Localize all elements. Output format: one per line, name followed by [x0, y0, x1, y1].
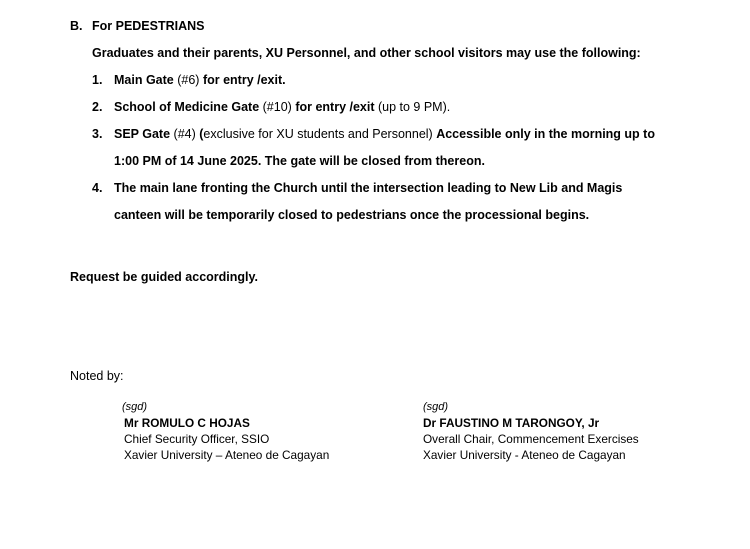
item-text-bold: for entry /exit.: [202, 73, 286, 87]
signatory-block: [423, 399, 639, 463]
noted-by-label: Noted by:: [70, 369, 124, 383]
section-letter: B.: [70, 19, 83, 33]
item-text: (#4): [170, 127, 200, 141]
signature-mark: (sgd): [423, 401, 449, 413]
list-item: [114, 100, 450, 114]
item-number: 4.: [92, 181, 103, 195]
section-title: For PEDESTRIANS: [92, 19, 205, 33]
list-item-continuation: 1:00 PM of 14 June 2025. The gate will be closed from thereon.: [114, 154, 485, 168]
signatory-title: Chief Security Officer, SSIO: [124, 432, 270, 446]
item-text: (up to 9 PM).: [374, 100, 451, 114]
section-intro: Graduates and their parents, XU Personnel, and other school visitors may use the following:: [92, 46, 641, 60]
list-item-continuation: canteen will be temporarily closed to pedestrians once the processional begins.: [114, 208, 590, 222]
request-note: Request be guided accordingly.: [70, 270, 258, 284]
item-text-bold: for entry /exit: [295, 100, 375, 114]
list-item: [114, 127, 655, 141]
item-text: (#10): [259, 100, 296, 114]
list-item: [114, 73, 286, 87]
signatory-name: Dr FAUSTINO M TARONGOY, Jr: [423, 416, 600, 430]
signature-mark: (sgd): [122, 401, 148, 413]
signatory-org: Xavier University – Ateneo de Cagayan: [124, 448, 330, 462]
signatory-block: [122, 399, 329, 463]
item-text: exclusive for XU students and Personnel): [203, 127, 437, 141]
item-text-bold: School of Medicine Gate: [114, 100, 260, 114]
list-item: The main lane fronting the Church until the intersection leading to New Lib and Magis: [114, 181, 623, 195]
signatory-org: Xavier University - Ateneo de Cagayan: [423, 448, 626, 462]
signatory-title: Overall Chair, Commencement Exercises: [423, 432, 639, 446]
item-text-bold: Main Gate: [114, 73, 174, 87]
item-number: 1.: [92, 73, 103, 87]
item-text-bold: SEP Gate: [114, 127, 171, 141]
item-text: (#6): [173, 73, 203, 87]
signatory-name: Mr ROMULO C HOJAS: [124, 416, 250, 430]
item-number: 2.: [92, 100, 103, 114]
item-number: 3.: [92, 127, 103, 141]
item-text-bold: Accessible only in the morning up to: [436, 127, 655, 141]
item-text-bold: (: [199, 127, 204, 141]
